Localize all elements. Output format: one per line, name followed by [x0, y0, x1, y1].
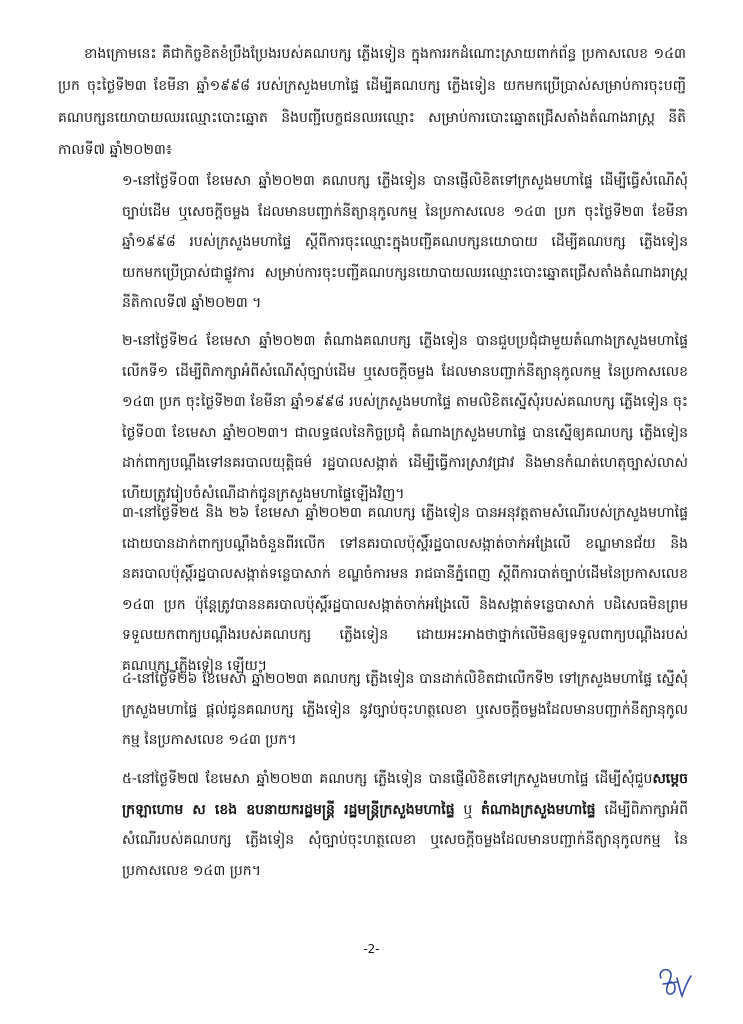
- item-number: ៥-: [122, 771, 137, 787]
- item-text: នៅថ្ងៃទី២៧ ខែមេសា ឆ្នាំ២០២៣ គណបក្ស ភ្លើងទៀន បានផ្ញើលិខិតទៅក្រសួងមហាផ្ទៃ ដើម្បីសុំជួប: [136, 771, 653, 787]
- item-text: នៅថ្ងៃទី០៣ ខែមេសា ឆ្នាំ២០២៣ គណបក្ស ភ្លើងទៀន បានផ្ញើលិខិតទៅក្រសួងមហាផ្ទៃ ដើម្បីធ្វើសំណើសុំច្បាប់ដើម ឬសេចក្តីចម្លង ដែលមានបញ្ជាក់នីត្យានុកូលកម្ម នៃប្រកាសលេខ ១៤៣ ប្រក ចុះថ្ងៃទី២៣ ខែមីនា ឆ្នាំ១៩៩៨ របស់ក្រសួងមហាផ្ទៃ ស្តីពីការចុះឈ្មោះក្នុងបញ្ជីគណបក្សនយោបាយ ដើម្បីគណបក្ស ភ្លើងទៀន យកមកប្រើប្រាស់ជាផ្លូវការ សម្រាប់ការចុះបញ្ជីគណបក្សនយោបាយឈរឈ្មោះបោះឆ្នោតជ្រើសតាំងតំណាងរាស្ត្រ នីតិកាលទី៧ ឆ្នាំ២០២៣ ។: [122, 173, 688, 311]
- list-item-4: [122, 664, 688, 756]
- item-text: ឬ: [454, 801, 481, 818]
- item-number: ៣-: [122, 505, 140, 521]
- list-item-2: [122, 326, 688, 509]
- item-text-bold: សម្តេចក្រឡាហោម ស ខេង ឧបនាយករដ្ឋមន្ត្រី រដ្ឋមន្ត្រីក្រសួងមហាផ្ទៃ: [122, 771, 688, 818]
- item-text: នៅថ្ងៃទី២៤ ខែមេសា ឆ្នាំ២០២៣ តំណាងគណបក្ស ភ្លើងទៀន បានជួបប្រជុំជាមួយតំណាងក្រសួងមហាផ្ទៃ លើកទី១ ដើម្បីពិភាក្សាអំពីសំណើសុំច្បាប់ដើម ឬសេចក្តីចម្លង ដែលមានបញ្ជាក់នីត្យានុកូលកម្ម នៃប្រកាសលេខ ១៤៣ ប្រក ចុះថ្ងៃទី២៣ ខែមីនា ឆ្នាំ១៩៩៨ របស់ក្រសួងមហាផ្ទៃ តាមលិខិតស្នើសុំរបស់គណបក្ស ភ្លើងទៀន ចុះថ្ងៃទី០៣ ខែមេសា ឆ្នាំ២០២៣។ ជាលទ្ធផលនៃកិច្ចប្រជុំ តំណាងក្រសួងមហាផ្ទៃ បានស្នើឲ្យគណបក្ស ភ្លើងទៀន ដាក់ពាក្យបណ្តឹងទៅនគរបាលយុត្តិធម៌ រដ្ឋបាលសង្កាត់ ដើម្បីធ្វើការស្រាវជ្រាវ និងមានកំណត់ហេតុច្បាស់លាស់ ហើយត្រូវរៀបចំសំណើដាក់ជូនក្រសួងមហាផ្ទៃឡើងវិញ។: [122, 333, 688, 502]
- item-text-bold: តំណាងក្រសួងមហាផ្ទៃ: [481, 801, 596, 818]
- list-item-1: [122, 166, 688, 319]
- intro-paragraph: ខាងក្រោមនេះ គឺជាកិច្ចខិតខំប្រឹងប្រែងរបស់គណបក្ស ភ្លើងទៀន ក្នុងការរកដំណោះស្រាយពាក់ព័ន្ធ ប្រកាសលេខ ១៤៣ ប្រក ចុះថ្ងៃទី២៣ ខែមីនា ឆ្នាំ១៩៩៨ របស់ក្រសួងមហាផ្ទៃ ដើម្បីគណបក្ស ភ្លើងទៀន យកមកប្រើប្រាស់សម្រាប់ការចុះបញ្ជីគណបក្សនយោបាយឈរឈ្មោះបោះឆ្នោត និងបញ្ជីបេក្ខជនឈរឈ្មោះ សម្រាប់ការបោះឆ្នោតជ្រើសតាំងតំណាងរាស្ត្រ នីតិកាលទី៧ ឆ្នាំ២០២៣៖: [58, 46, 686, 158]
- item-number: ២-: [122, 333, 138, 349]
- item-number: ១-: [122, 173, 138, 189]
- item-text: ដើម្បីពិភាក្សាអំពីសំណើរបស់គណបក្ស ភ្លើងទៀន សុំច្បាប់ចុះហត្ថលេខា ឬសេចក្តីចម្លងដែលមានបញ្ជាក់នីត្យានុកូលកម្ម នៃប្រកាសលេខ ១៤៣ ប្រក។: [122, 801, 688, 879]
- list-item-5: [122, 764, 688, 886]
- item-text: នៅថ្ងៃទី២៥ និង ២៦ ខែមេសា ឆ្នាំ២០២៣ គណបក្ស ភ្លើងទៀន បានអនុវត្តតាមសំណើរបស់ក្រសួងមហាផ្ទៃ ដោយបានដាក់ពាក្យបណ្តឹងចំនួនពីរលើក ទៅនគរបាលប៉ុស្តិ៍រដ្ឋបាលសង្កាត់ចាក់អង្រែលើ ខណ្ឌមានជ័យ និងនគរបាលប៉ុស្តិ៍រដ្ឋបាលសង្កាត់ទន្លេបាសាក់ ខណ្ឌចំការមន រាជធានីភ្នំពេញ ស្តីពីការបាត់ច្បាប់ដើមនៃប្រកាសលេខ ១៤៣ ប្រក ប៉ុន្តែត្រូវបាននគរបាលប៉ុស្តិ៍រដ្ឋបាលសង្កាត់ចាក់អង្រែលើ និងសង្កាត់ទន្លេបាសាក់ បដិសេធមិនព្រមទទួលយកពាក្យបណ្តឹងរបស់គណបក្ស ភ្លើងទៀន ដោយអះអាងថាថ្នាក់លើមិនឲ្យទទួលពាក្យបណ្តឹងរបស់គណបក្ស ភ្លើងទៀន ឡើយ។: [122, 505, 688, 674]
- handwritten-initials-icon: [655, 964, 695, 1000]
- list-item-3: [122, 498, 688, 681]
- item-text: នៅថ្ងៃទី២៦ ខែមេសា ឆ្នាំ២០២៣ គណបក្ស ភ្លើងទៀន បានដាក់លិខិតជាលើកទី២ ទៅក្រសួងមហាផ្ទៃ ស្នើសុំក្រសួងមហាផ្ទៃ ផ្តល់ជូនគណបក្ស ភ្លើងទៀន នូវច្បាប់ចុះហត្ថលេខា ឬសេចក្តីចម្លងដែលមានបញ្ជាក់នីត្យានុកូលកម្ម នៃប្រកាសលេខ ១៤៣ ប្រក។: [122, 671, 688, 748]
- page-number: -2-: [363, 942, 380, 956]
- item-number: ៤-: [122, 671, 137, 687]
